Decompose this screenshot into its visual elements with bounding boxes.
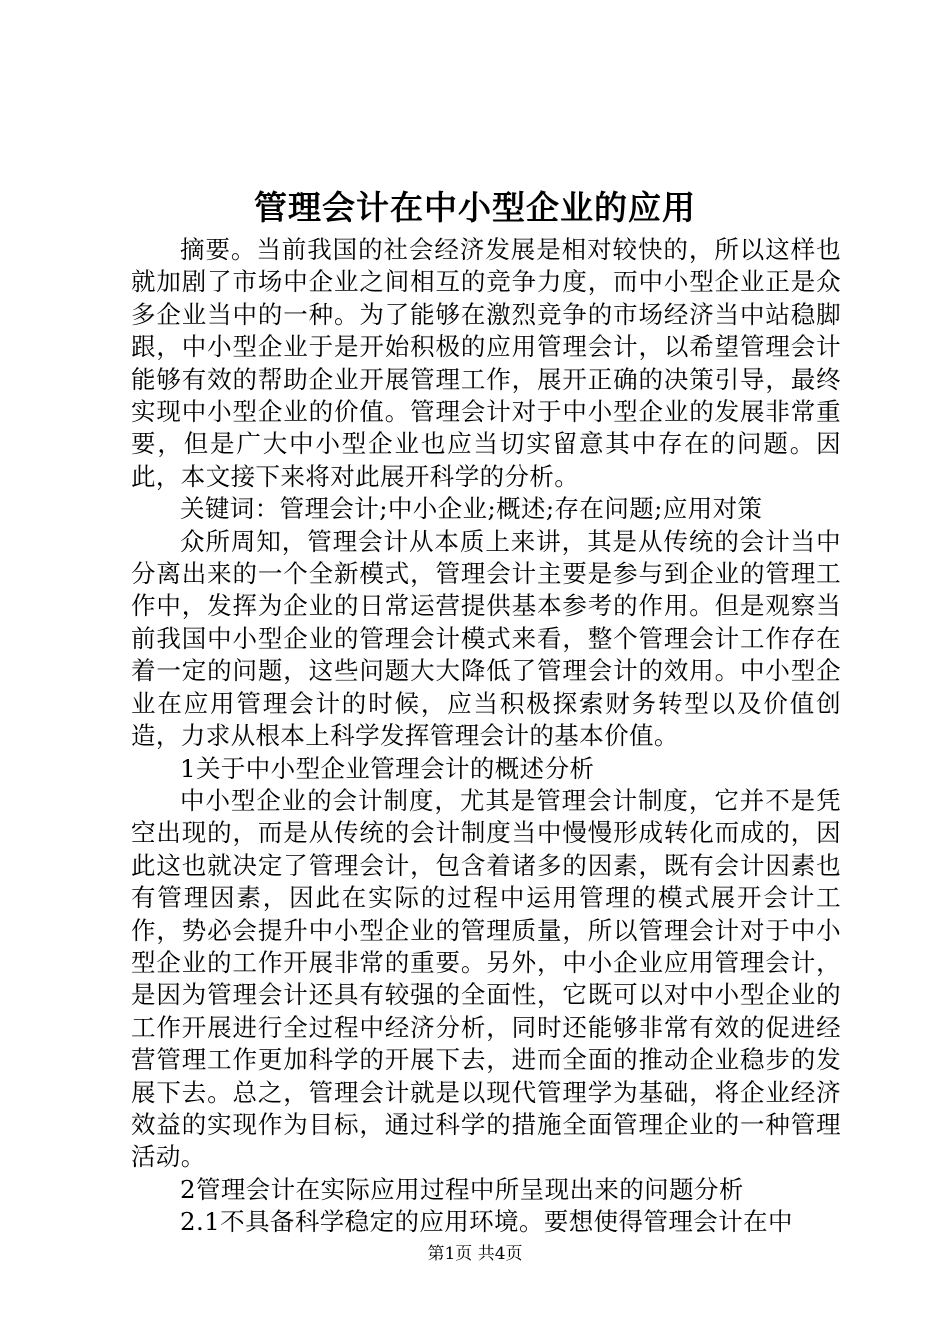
intro-paragraph: 众所周知，管理会计从本质上来讲，其是从传统的会计当中分离出来的一个全新模式，管理会计主要是参与到企业的管理工作中，发挥为企业的日常运营提供基本参考的作用。但是观察当前我国中小型企业的管理会计模式来看，整个管理会计工作存在着一定的问题，这些问题大大降低了管理会计的效用。中小型企业在应用管理会计的时候，应当积极探索财务转型以及价值创造，力求从根本上科学发挥管理会计的基本价值。 <box>131 526 841 751</box>
section-heading-2: 2管理会计在实际应用过程中所呈现出来的问题分析 <box>180 1174 744 1204</box>
section-1-paragraph: 中小型企业的会计制度，尤其是管理会计制度，它并不是凭空出现的，而是从传统的会计制度当中慢慢形成转化而成的，因此这也就决定了管理会计，包含着诸多的因素，既有会计因素也有管理因素，因此在实际的过程中运用管理的模式展开会计工作，势必会提升中小型企业的管理质量，所以管理会计对于中小型企业的工作开展非常的重要。另外，中小企业应用管理会计，是因为管理会计还具有较强的全面性，它既可以对中小型企业的工作开展进行全过程中经济分析，同时还能够非常有效的促进经营管理工作更加科学的开展下去，进而全面的推动企业稳步的发展下去。总之，管理会计就是以现代管理学为基础，将企业经济效益的实现作为目标，通过科学的措施全面管理企业的一种管理活动。 <box>131 785 841 1172</box>
abstract-paragraph: 摘要。当前我国的社会经济发展是相对较快的，所以这样也就加剧了市场中企业之间相互的竞争力度，而中小型企业正是众多企业当中的一种。为了能够在激烈竞争的市场经济当中站稳脚跟，中小型企业于是开始积极的应用管理会计，以希望管理会计能够有效的帮助企业开展管理工作，展开正确的决策引导，最终实现中小型企业的价值。管理会计对于中小型企业的发展非常重要，但是广大中小型企业也应当切实留意其中存在的问题。因此，本文接下来将对此展开科学的分析。 <box>131 235 841 491</box>
page-footer: 第1页 共4页 <box>427 1244 523 1264</box>
section-heading-1: 1关于中小型企业管理会计的概述分析 <box>180 753 595 783</box>
subsection-2-1-paragraph: 2.1不具备科学稳定的应用环境。要想使得管理会计在中 <box>180 1207 793 1237</box>
document-title: 管理会计在中小型企业的应用 <box>254 188 696 227</box>
keywords-paragraph: 关键词：管理会计;中小企业;概述;存在问题;应用对策 <box>180 494 763 524</box>
document-body <box>131 234 841 1239</box>
